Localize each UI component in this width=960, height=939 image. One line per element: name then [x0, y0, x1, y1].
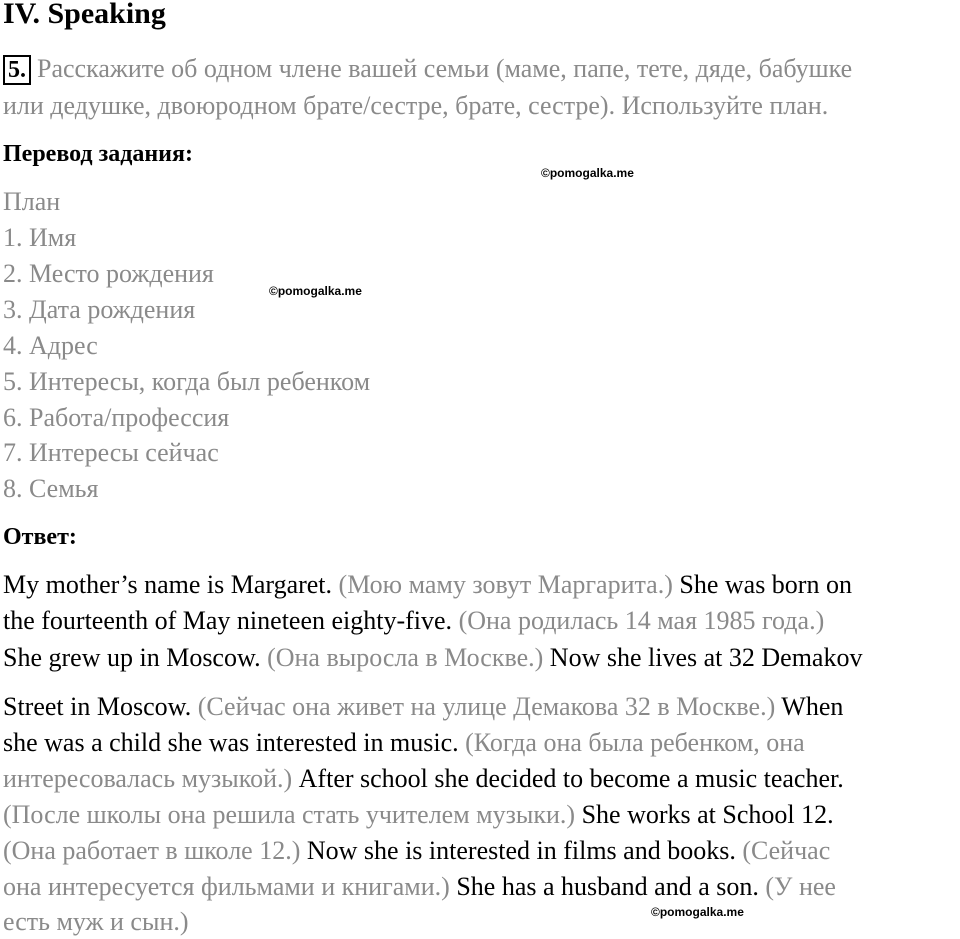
- watermark: ©pomogalka.me: [269, 284, 362, 298]
- task-line-1: [3, 54, 852, 85]
- answer-heading: Ответ:: [3, 524, 77, 550]
- plan-item: 2. Место рождения: [3, 259, 214, 288]
- answer-translation: (Она выросла в Москве.): [267, 643, 544, 672]
- answer-translation: (Сейчас она живет на улице Демакова 32 в Москве.): [197, 692, 776, 721]
- answer-translation: она интересуется фильмами и книгами.): [3, 872, 450, 901]
- watermark: ©pomogalka.me: [541, 166, 634, 180]
- plan-item: 6. Работа/профессия: [3, 403, 230, 432]
- answer-translation: (Мою маму зовут Маргарита.): [338, 570, 673, 599]
- answer-translation: (Она работает в школе 12.): [3, 836, 301, 865]
- answer-line: [3, 570, 852, 600]
- answer-translation: (У нее: [765, 872, 836, 901]
- translation-heading: Перевод задания:: [3, 141, 193, 167]
- answer-translation: (Когда она была ребенком, она: [465, 728, 805, 757]
- task-number-badge: 5.: [3, 55, 31, 85]
- answer-translation: (Сейчас: [742, 836, 831, 865]
- answer-line: [3, 800, 834, 830]
- answer-english: She was born on: [672, 570, 852, 599]
- plan-item: 3. Дата рождения: [3, 295, 196, 324]
- plan-title: План: [3, 187, 61, 216]
- answer-line: [3, 764, 844, 794]
- plan-item: 4. Адрес: [3, 331, 98, 360]
- answer-english: After school she decided to become a music teacher.: [292, 764, 844, 793]
- answer-line: [3, 606, 824, 636]
- answer-line: [3, 872, 836, 902]
- answer-english: She has a husband and a son.: [449, 872, 766, 901]
- answer-line: [3, 836, 830, 866]
- answer-english: Street in Moscow.: [3, 692, 198, 721]
- answer-line: [3, 907, 189, 937]
- plan-item: 5. Интересы, когда был ребенком: [3, 367, 371, 396]
- answer-english: the fourteenth of May nineteen eighty-five.: [3, 606, 459, 635]
- plan-item: 1. Имя: [3, 223, 77, 252]
- answer-translation: есть муж и сын.): [3, 907, 189, 936]
- answer-english: My mother’s name is Margaret.: [3, 570, 339, 599]
- answer-english: When: [775, 692, 844, 721]
- answer-english: She grew up in Moscow.: [3, 643, 268, 672]
- plan-item: 7. Интересы сейчас: [3, 438, 219, 467]
- answer-translation: (Она родилась 14 мая 1985 года.): [458, 606, 825, 635]
- answer-line: [3, 643, 862, 673]
- watermark: ©pomogalka.me: [651, 905, 744, 919]
- answer-english: Now she is interested in films and books.: [300, 836, 743, 865]
- answer-translation: (После школы она решила стать учителем музыки.): [3, 800, 576, 829]
- answer-english: She works at School 12.: [575, 800, 834, 829]
- answer-english: Now she lives at 32 Demakov: [543, 643, 863, 672]
- answer-line: [3, 728, 805, 758]
- task-text-2: или дедушке, двоюродном брате/сестре, брате, сестре). Используйте план.: [3, 91, 829, 120]
- plan-item: 8. Семья: [3, 474, 99, 503]
- task-text-1: Расскажите об одном члене вашей семьи (маме, папе, тете, дяде, бабушке: [37, 54, 853, 83]
- answer-line: [3, 692, 843, 722]
- answer-english: she was a child she was interested in music.: [3, 728, 466, 757]
- page-title: IV. Speaking: [3, 0, 166, 30]
- answer-translation: интересовалась музыкой.): [3, 764, 293, 793]
